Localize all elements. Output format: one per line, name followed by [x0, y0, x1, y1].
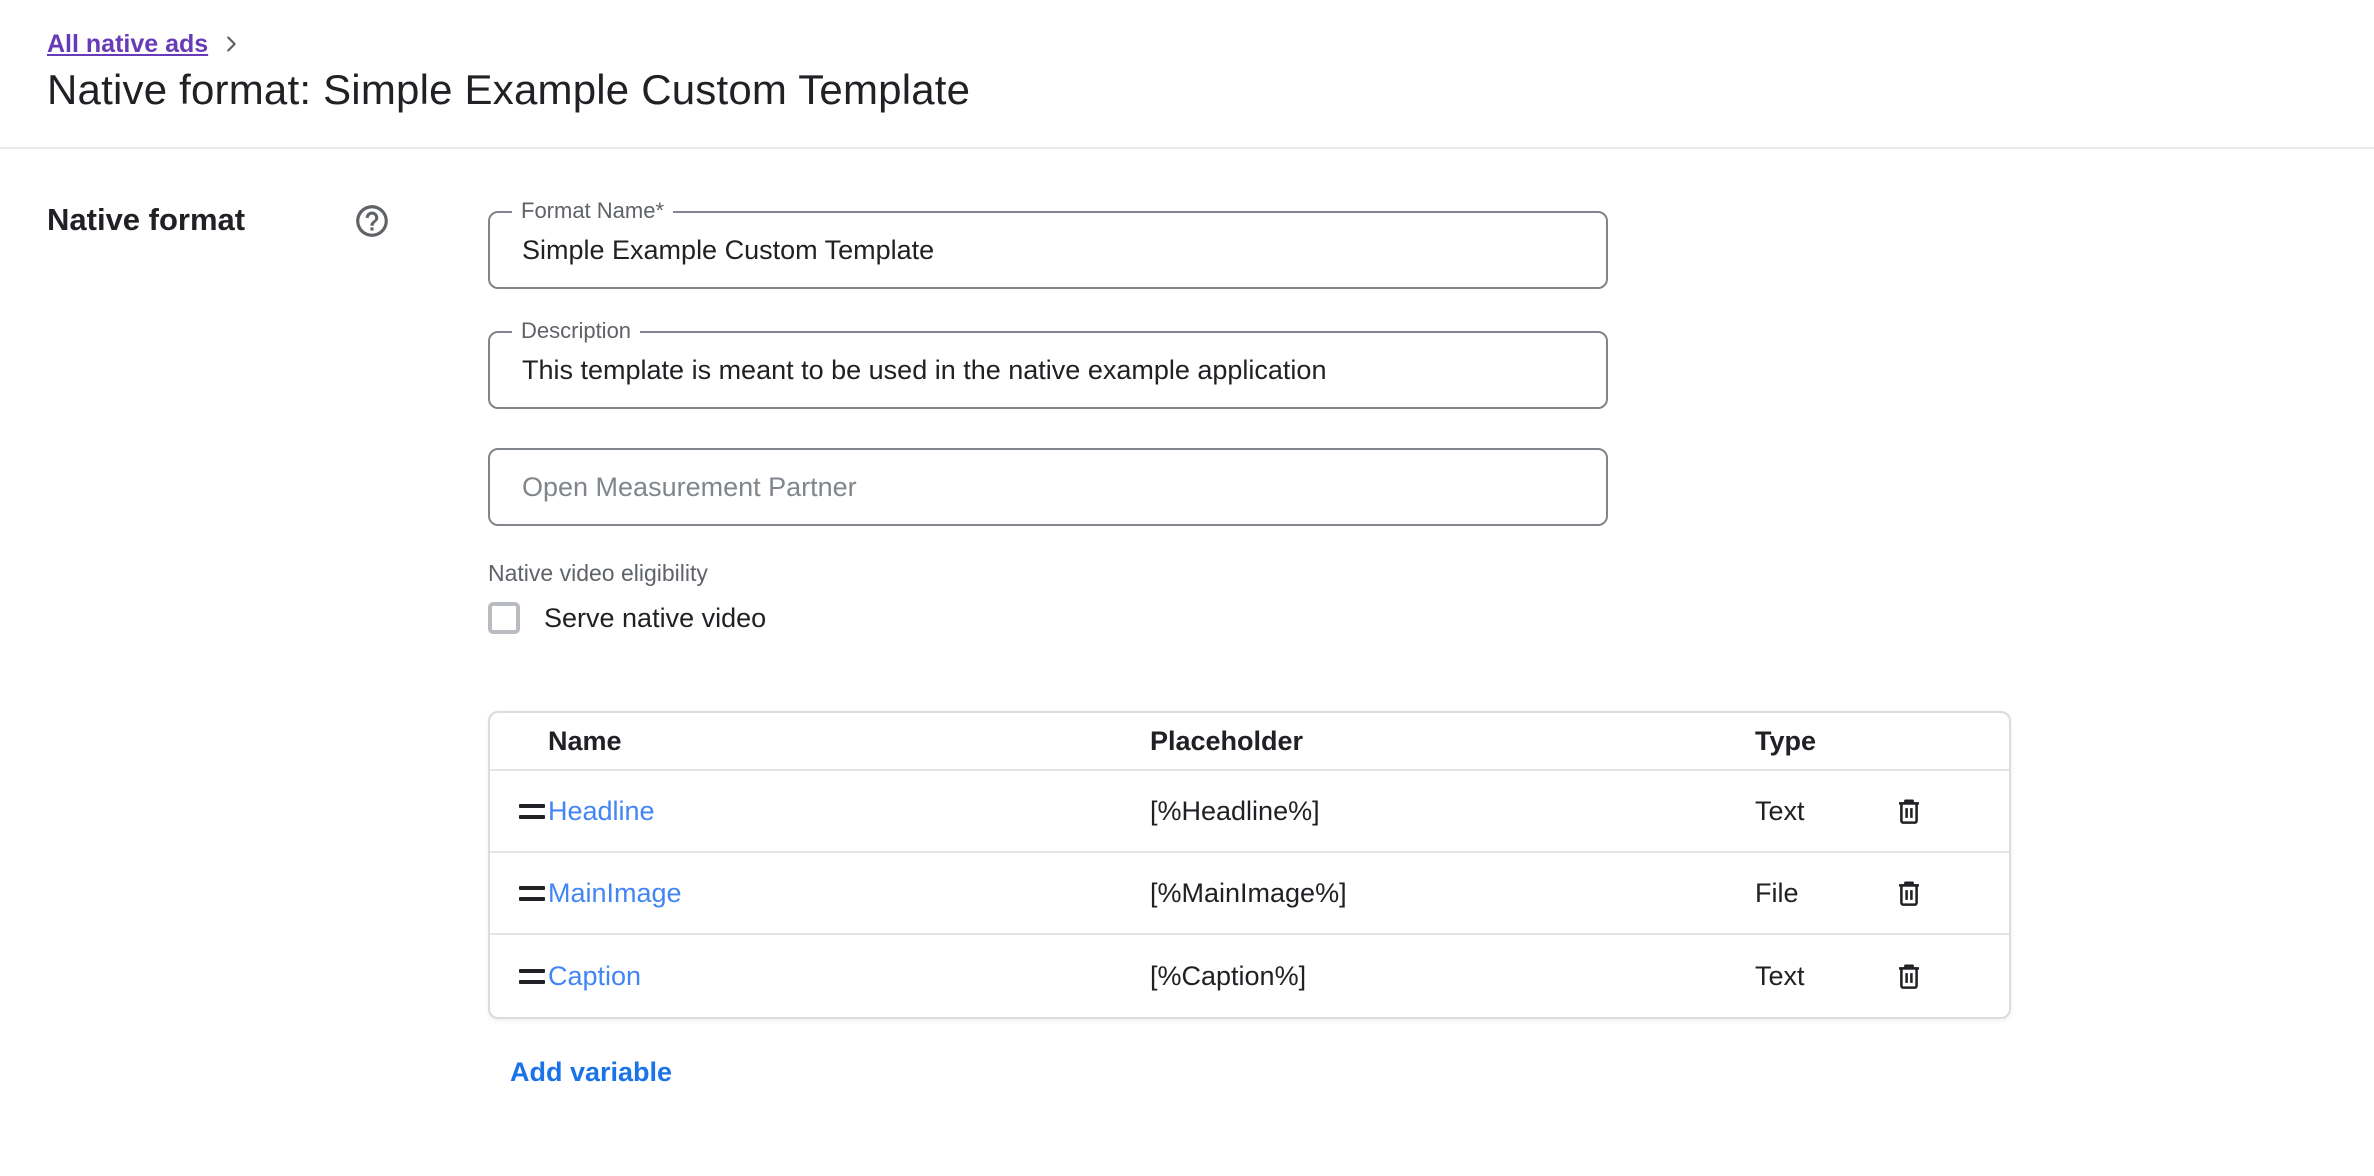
variables-table	[488, 711, 2011, 1019]
section-heading: Native format	[47, 202, 246, 237]
description-label: Description	[512, 318, 640, 344]
format-name-field	[488, 198, 1608, 289]
description-field	[488, 318, 1608, 409]
variable-link-headline[interactable]: Headline	[548, 795, 655, 826]
drag-handle-icon[interactable]	[519, 804, 545, 819]
serve-native-video-label: Serve native video	[544, 602, 767, 633]
om-partner-field	[488, 448, 1608, 526]
chevron-right-icon	[220, 33, 242, 55]
trash-icon	[1893, 960, 1925, 992]
format-name-label: Format Name*	[512, 198, 673, 224]
table-row-caption	[490, 935, 2009, 1017]
trash-icon	[1893, 795, 1925, 827]
column-header-name: Name	[548, 725, 622, 756]
column-header-placeholder: Placeholder	[1150, 725, 1304, 756]
delete-variable-button[interactable]	[1887, 954, 1931, 998]
page-header	[0, 0, 2374, 149]
help-button[interactable]	[353, 202, 391, 240]
breadcrumb-link-all-native-ads[interactable]: All native ads	[47, 29, 209, 58]
trash-icon	[1893, 877, 1925, 909]
table-row-mainimage	[490, 853, 2009, 935]
variable-type: Text	[1755, 795, 1805, 826]
variable-placeholder: [%Caption%]	[1150, 960, 1307, 991]
description-input[interactable]	[522, 355, 1574, 386]
drag-handle-icon[interactable]	[519, 886, 545, 901]
section-label-column	[47, 201, 488, 1088]
variable-link-mainimage[interactable]: MainImage	[548, 877, 682, 908]
help-circle-icon	[353, 202, 391, 240]
variable-type: Text	[1755, 960, 1805, 991]
serve-native-video-checkbox[interactable]	[488, 602, 520, 634]
delete-variable-button[interactable]	[1887, 871, 1931, 915]
column-header-type: Type	[1755, 725, 1817, 756]
native-format-form	[488, 198, 2048, 1088]
format-name-input[interactable]	[522, 235, 1574, 266]
delete-variable-button[interactable]	[1887, 789, 1931, 833]
om-partner-input[interactable]	[522, 472, 1574, 503]
main-content	[0, 149, 2374, 1088]
table-row-headline	[490, 771, 2009, 853]
add-variable-button[interactable]: Add variable	[510, 1057, 673, 1087]
page-title: Native format: Simple Example Custom Template	[47, 66, 971, 113]
variables-table-header	[490, 713, 2009, 771]
native-video-eligibility-label: Native video eligibility	[488, 560, 708, 586]
breadcrumb	[47, 26, 2327, 62]
variable-placeholder: [%MainImage%]	[1150, 877, 1347, 908]
serve-native-video-row	[488, 601, 2048, 635]
variable-placeholder: [%Headline%]	[1150, 795, 1320, 826]
variable-link-caption[interactable]: Caption	[548, 960, 642, 991]
variable-type: File	[1755, 877, 1799, 908]
drag-handle-icon[interactable]	[519, 969, 545, 984]
